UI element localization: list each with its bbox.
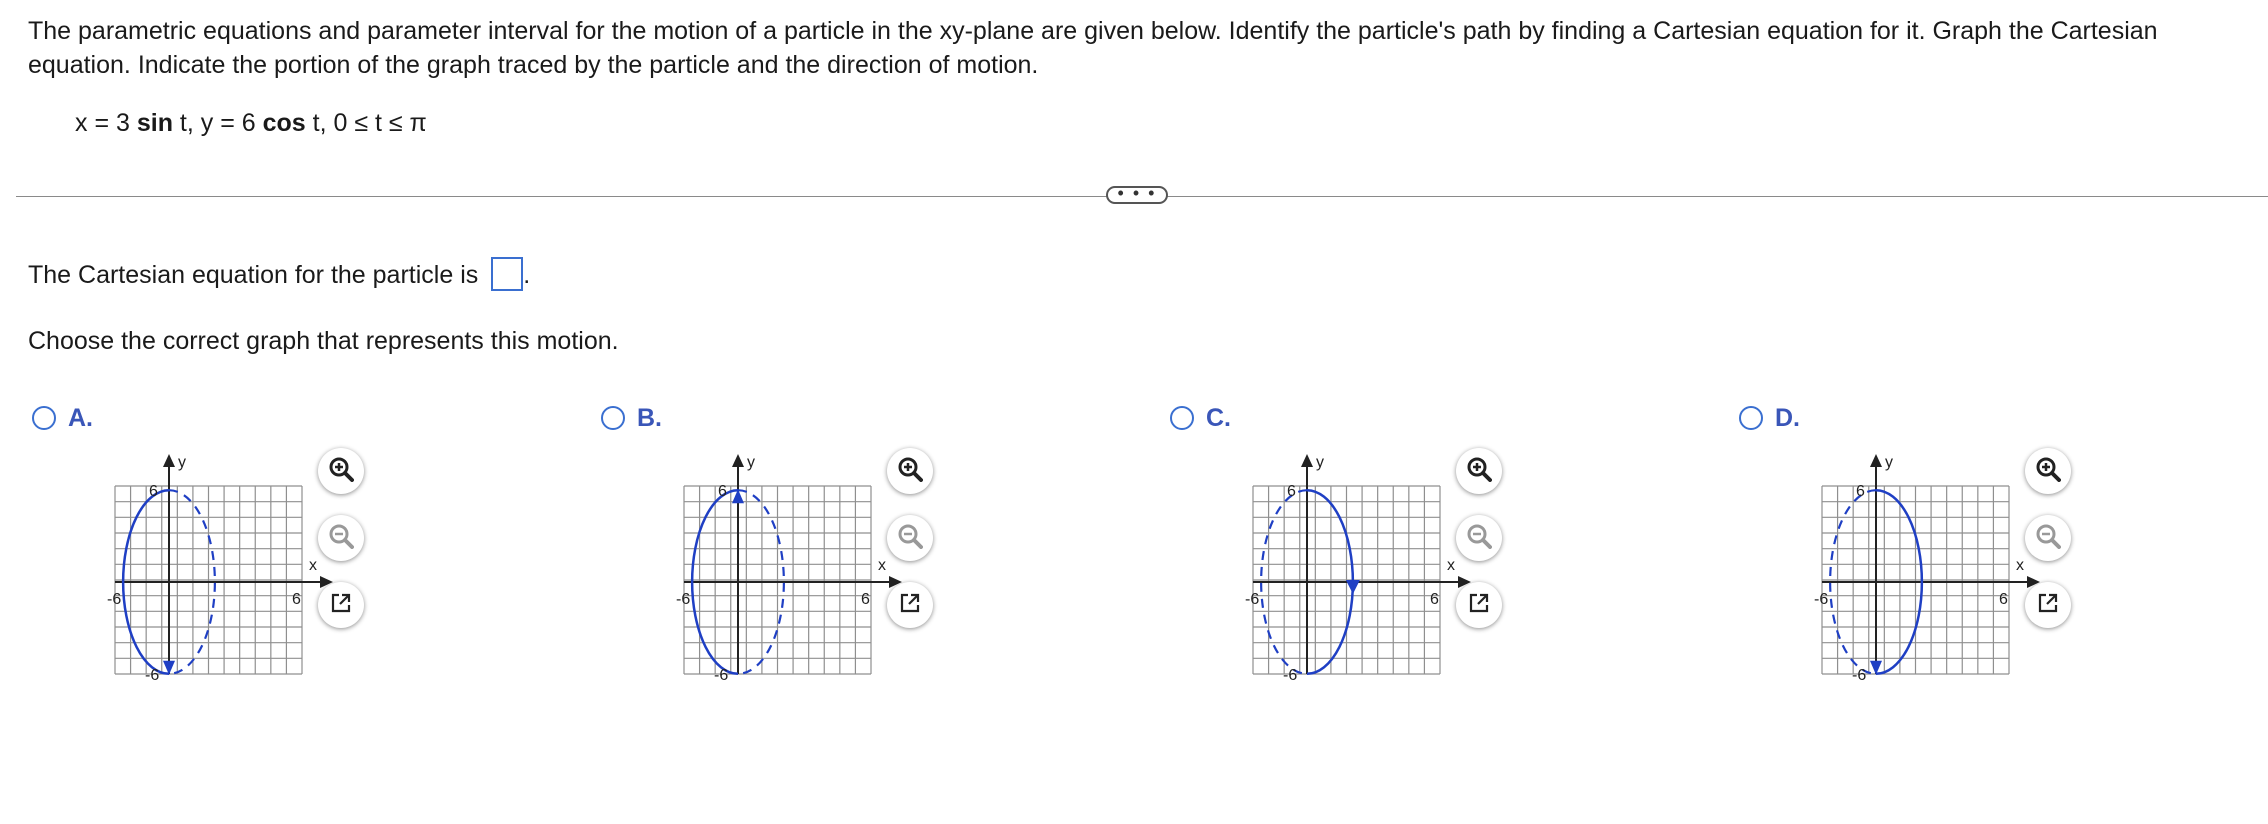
tick-label-x-neg: -6 bbox=[1245, 591, 1260, 608]
radio-option-c[interactable] bbox=[1170, 406, 1194, 430]
tick-label-x-pos: 6 bbox=[1430, 591, 1439, 608]
equation-y-part: t, y = 6 bbox=[172, 109, 263, 137]
option-b[interactable] bbox=[597, 400, 1157, 700]
external-link-icon bbox=[1467, 591, 1491, 620]
radio-option-a[interactable] bbox=[32, 406, 56, 430]
tick-label-x-pos: 6 bbox=[861, 591, 870, 608]
zoom-in-icon bbox=[897, 456, 923, 487]
cartesian-question-period: . bbox=[523, 261, 531, 289]
popout-button[interactable] bbox=[2025, 582, 2071, 628]
cartesian-question-text: The Cartesian equation for the particle is bbox=[28, 261, 479, 289]
tick-label-y-pos: 6 bbox=[718, 483, 727, 501]
parametric-equation bbox=[75, 106, 427, 140]
option-a-label: A. bbox=[68, 404, 93, 432]
x-axis-label: x bbox=[878, 557, 886, 574]
option-c[interactable] bbox=[1166, 400, 1726, 700]
graph-option-d bbox=[1780, 450, 2040, 680]
zoom-in-button[interactable] bbox=[2025, 448, 2071, 494]
zoom-out-button[interactable] bbox=[2025, 515, 2071, 561]
option-d[interactable] bbox=[1735, 400, 2268, 700]
zoom-out-icon bbox=[897, 523, 923, 554]
y-axis-label: y bbox=[178, 454, 186, 471]
graph-option-c bbox=[1211, 450, 1471, 680]
y-axis-label: y bbox=[1316, 454, 1324, 471]
x-axis-label: x bbox=[309, 557, 317, 574]
zoom-in-button[interactable] bbox=[1456, 448, 1502, 494]
option-a[interactable] bbox=[28, 400, 588, 700]
tick-label-y-pos: 6 bbox=[1856, 483, 1865, 501]
y-axis-arrow bbox=[163, 454, 175, 467]
problem-prompt: The parametric equations and parameter interval for the motion of a particle in the xy-plane are given below. Identify the particle's path by finding a Cartesian equation for it. Graph the Cartesian equation. Indicate the portion of the graph traced by the particle and the direction of motion. bbox=[28, 17, 2158, 79]
zoom-out-button[interactable] bbox=[318, 515, 364, 561]
zoom-out-icon bbox=[328, 523, 354, 554]
y-axis-label: y bbox=[747, 454, 755, 471]
popout-button[interactable] bbox=[887, 582, 933, 628]
equation-cos: cos bbox=[262, 109, 306, 137]
graph-question: Choose the correct graph that represents this motion. bbox=[28, 327, 619, 355]
graph-option-b bbox=[642, 450, 902, 680]
zoom-out-icon bbox=[2035, 523, 2061, 554]
x-axis-label: x bbox=[2016, 557, 2024, 574]
popout-button[interactable] bbox=[1456, 582, 1502, 628]
external-link-icon bbox=[898, 591, 922, 620]
graph-option-a bbox=[73, 450, 333, 680]
equation-interval: t, 0 ≤ t ≤ π bbox=[305, 109, 427, 137]
external-link-icon bbox=[329, 591, 353, 620]
tick-label-x-pos: 6 bbox=[1999, 591, 2008, 608]
option-c-label: C. bbox=[1206, 404, 1231, 432]
zoom-out-button[interactable] bbox=[887, 515, 933, 561]
tick-label-x-neg: -6 bbox=[107, 591, 122, 608]
answer-input[interactable] bbox=[491, 257, 523, 291]
direction-arrow bbox=[1346, 580, 1360, 594]
zoom-in-button[interactable] bbox=[887, 448, 933, 494]
tick-label-x-pos: 6 bbox=[292, 591, 301, 608]
radio-option-d[interactable] bbox=[1739, 406, 1763, 430]
option-d-label: D. bbox=[1775, 404, 1800, 432]
tick-label-y-neg: -6 bbox=[145, 666, 160, 680]
tick-label-y-pos: 6 bbox=[1287, 483, 1296, 501]
tick-label-x-neg: -6 bbox=[676, 591, 691, 608]
equation-x-part: x = 3 bbox=[75, 109, 137, 137]
option-b-label: B. bbox=[637, 404, 662, 432]
y-axis-label: y bbox=[1885, 454, 1893, 471]
y-axis-arrow bbox=[1301, 454, 1313, 467]
y-axis-arrow bbox=[732, 454, 744, 467]
radio-option-b[interactable] bbox=[601, 406, 625, 430]
equation-sin: sin bbox=[136, 109, 173, 137]
cartesian-question bbox=[28, 258, 530, 293]
x-axis-label: x bbox=[1447, 557, 1455, 574]
tick-label-y-pos: 6 bbox=[149, 483, 158, 501]
tick-label-y-neg: -6 bbox=[714, 666, 729, 680]
tick-label-x-neg: -6 bbox=[1814, 591, 1829, 608]
zoom-in-icon bbox=[2035, 456, 2061, 487]
popout-button[interactable] bbox=[318, 582, 364, 628]
zoom-in-button[interactable] bbox=[318, 448, 364, 494]
tick-label-y-neg: -6 bbox=[1283, 666, 1298, 680]
zoom-in-icon bbox=[1466, 456, 1492, 487]
zoom-in-icon bbox=[328, 456, 354, 487]
zoom-out-button[interactable] bbox=[1456, 515, 1502, 561]
tick-label-y-neg: -6 bbox=[1852, 666, 1867, 680]
external-link-icon bbox=[2036, 591, 2060, 620]
y-axis-arrow bbox=[1870, 454, 1882, 467]
more-button[interactable]: • • • bbox=[1106, 186, 1168, 204]
zoom-out-icon bbox=[1466, 523, 1492, 554]
